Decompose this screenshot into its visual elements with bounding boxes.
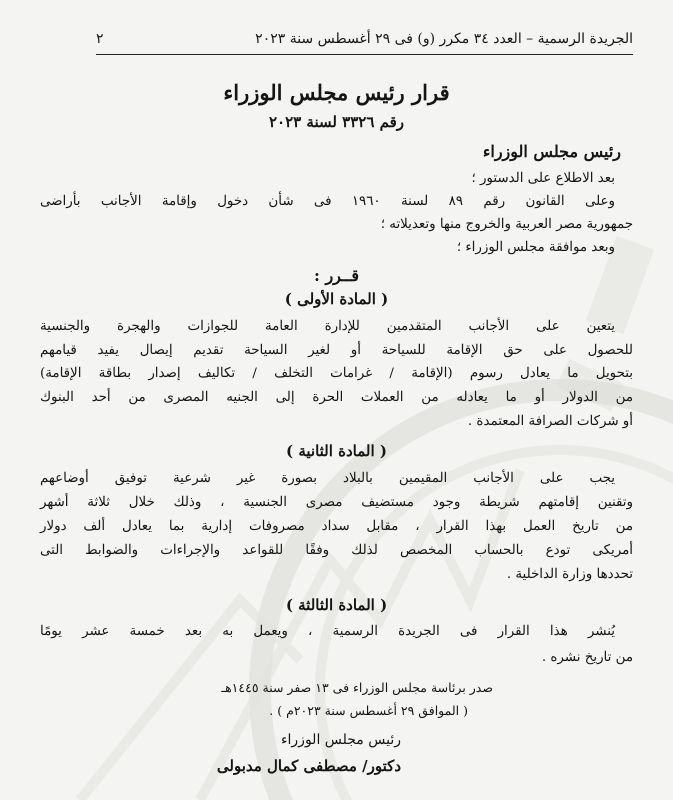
article-line: يجب على الأجانب المقيمين بالبلاد بصورة غير شرعية توفيق أوضاعهم — [40, 471, 615, 486]
article-heading: ( المادة الثانية ) — [286, 442, 387, 460]
issuer-heading: رئيس مجلس الوزراء — [482, 142, 621, 161]
signature-name: دكتور/ مصطفى كمال مدبولى — [216, 757, 401, 775]
article-line: أو شركات الصرافة المعتمدة . — [467, 414, 633, 429]
signature-title: رئيس مجلس الوزراء — [280, 732, 401, 748]
article-line: بتحويل ما يعادل رسوم (الإقامة / غرامات التخلف / تكاليف إصدار بطاقة الإقامة) — [40, 366, 633, 381]
article-line: تحددها وزارة الداخلية . — [506, 567, 633, 582]
article-line: يتعين على الأجانب المتقدمين للإدارة العامة للجوازات والهجرة والجنسية — [40, 319, 615, 334]
page-header — [96, 26, 633, 52]
article-heading: ( المادة الأولى ) — [284, 290, 389, 308]
page-number: ٢ — [96, 31, 104, 47]
preamble-line: جمهورية مصر العربية والخروج منها وتعديلاته ؛ — [380, 217, 633, 232]
gazette-header-text: الجريدة الرسمية – العدد ٣٤ مكرر (و) فى ٢٩ أغسطس سنة ٢٠٢٣ — [255, 31, 633, 47]
issued-date-line: صدر برئاسة مجلس الوزراء فى ١٣ صفر سنة ١٤٤٥هـ — [221, 680, 493, 695]
article-line: من تاريخ العمل بهذا القرار ، مقابل سداد مصروفات إدارية بما يعادل ألف دولار — [40, 519, 633, 534]
decides-heading: قــرر : — [313, 266, 360, 285]
decree-number: رقم ٣٣٢٦ لسنة ٢٠٢٣ — [268, 113, 405, 131]
preamble-line: وعلى القانون رقم ٨٩ لسنة ١٩٦٠ فى شأن دخول وإقامة الأجانب بأراضى — [40, 194, 615, 209]
preamble-line: بعد الاطلاع على الدستور ؛ — [471, 171, 615, 186]
article-line: من الدولار أو ما يعادله من العملات الحرة إلى الجنيه المصرى من أحد البنوك — [40, 390, 633, 405]
issued-date-line: ( الموافق ٢٩ أغسطس سنة ٢٠٢٣م ) . — [269, 703, 468, 718]
preamble-line: وبعد موافقة مجلس الوزراء ؛ — [456, 240, 615, 255]
decree-title: قرار رئيس مجلس الوزراء — [223, 80, 450, 105]
article-line: من تاريخ نشره . — [541, 650, 633, 665]
header-divider — [96, 54, 633, 55]
article-line: للحصول على حق الإقامة للسياحة أو لغير السياحة تقديم إيصال يفيد قيامهم — [40, 343, 633, 358]
article-line: يُنشر هذا القرار فى الجريدة الرسمية ، ويعمل به بعد خمسة عشر يومًا — [40, 624, 615, 639]
article-heading: ( المادة الثالثة ) — [285, 596, 388, 614]
article-line: أمريكى تودع بالحساب المخصص لذلك وفقًا للقواعد والإجراءات والضوابط التى — [40, 543, 633, 558]
article-line: وتقنين إقامتهم شريطة وجود مستضيف مصرى الجنسية ، وذلك خلال ثلاثة أشهر — [40, 495, 633, 510]
